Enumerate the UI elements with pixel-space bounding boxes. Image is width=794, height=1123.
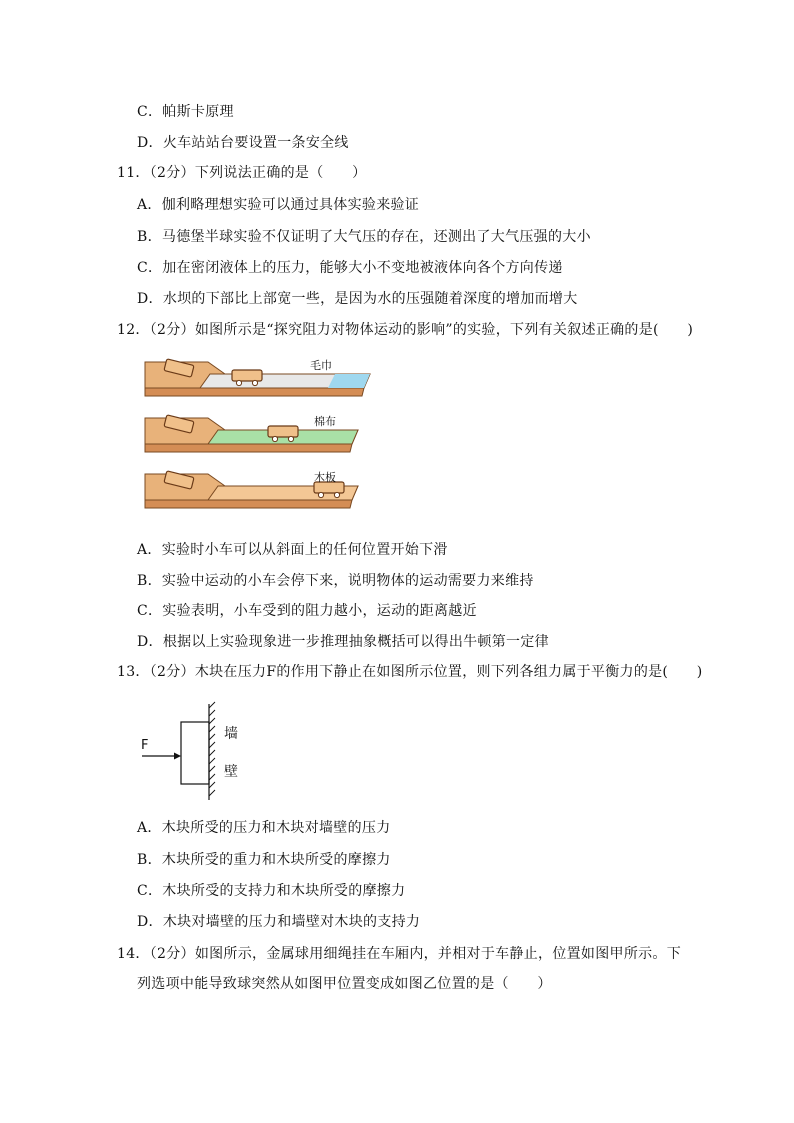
label-cotton: 棉布	[314, 415, 336, 428]
wall-hatching	[209, 702, 215, 796]
q12-figure	[140, 352, 375, 527]
q11-option-a: A．伽利略理想实验可以通过具体实验来验证	[137, 197, 420, 213]
arrow-head	[174, 753, 181, 760]
track-towel	[145, 358, 370, 396]
q13-stem: 13．（2分）木块在压力F的作用下静止在如图所示位置，则下列各组力属于平衡力的是( )	[117, 664, 703, 680]
label-wood: 木板	[314, 471, 336, 484]
q10-option-c: C．帕斯卡原理	[137, 104, 234, 120]
q11-option-b: B．马德堡半球实验不仅证明了大气压的存在，还测出了大气压强的大小	[137, 229, 591, 245]
q13-option-d: D．木块对墙壁的压力和墙壁对木块的支持力	[137, 914, 421, 930]
q12-option-b: B．实验中运动的小车会停下来，说明物体的运动需要力来维持	[137, 573, 534, 589]
q14-stem-line1: 14．（2分）如图所示，金属球用细绳挂在车厢内，并相对于车静止，位置如图甲所示。下	[117, 946, 682, 962]
wood-block	[181, 722, 209, 784]
wall-char-1: 墙	[224, 726, 238, 742]
q13-option-a: A．木块所受的压力和木块对墙壁的压力	[137, 820, 391, 836]
q12-option-a: A．实验时小车可以从斜面上的任何位置开始下滑	[137, 542, 448, 558]
wall-char-2: 壁	[224, 764, 238, 780]
q11-option-c: C．加在密闭液体上的压力，能够大小不变地被液体向各个方向传递	[137, 260, 563, 276]
cart-1	[232, 370, 262, 381]
q13-figure	[138, 700, 248, 805]
q10-option-d: D．火车站站台要设置一条安全线	[137, 135, 349, 151]
q12-stem: 12．（2分）如图所示是“探究阻力对物体运动的影响”的实验，下列有关叙述正确的是( )	[117, 322, 694, 338]
label-towel: 毛巾	[310, 359, 332, 372]
track-cotton	[145, 414, 358, 452]
cart-2	[268, 426, 298, 437]
q13-option-c: C．木块所受的支持力和木块所受的摩擦力	[137, 883, 406, 899]
q12-option-d: D．根据以上实验现象进一步推理抽象概括可以得出牛顿第一定律	[137, 634, 549, 650]
q11-option-d: D．水坝的下部比上部宽一些，是因为水的压强随着深度的增加而增大	[137, 291, 578, 307]
q12-option-c: C．实验表明，小车受到的阻力越小，运动的距离越近	[137, 603, 477, 619]
q13-option-b: B．木块所受的重力和木块所受的摩擦力	[137, 852, 391, 868]
force-label: F	[141, 738, 149, 753]
q14-stem-line2: 列选项中能导致球突然从如图甲位置变成如图乙位置的是（ ）	[137, 976, 552, 992]
q11-stem: 11．（2分）下列说法正确的是（ ）	[117, 165, 367, 181]
track-wood	[145, 470, 358, 508]
